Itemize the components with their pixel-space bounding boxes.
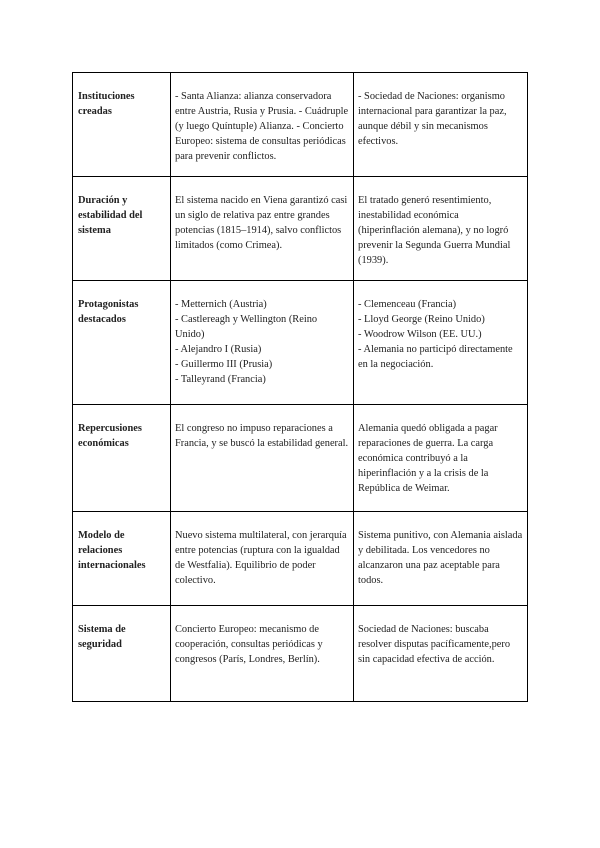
cell-congreso-viena: El sistema nacido en Viena garantizó casi un siglo de relativa paz entre grandes potencias (1815–1914), salvo conflictos limitados (como Crimea). xyxy=(171,177,354,281)
cell-tratado-versalles: Alemania quedó obligada a pagar reparaciones de guerra. La carga económica contribuyó a la hiperinflación y a la crisis de la República de Weimar. xyxy=(354,405,528,512)
cell-tratado-versalles: El tratado generó resentimiento, inestabilidad económica (hiperinflación alemana), y no logró prevenir la Segunda Guerra Mundial (1939). xyxy=(354,177,528,281)
table-row xyxy=(73,405,528,512)
cell-tratado-versalles: - Clemenceau (Francia) - Lloyd George (Reino Unido) - Woodrow Wilson (EE. UU.) - Alemania no participó directamente en la negociación. xyxy=(354,281,528,405)
row-heading: Repercusiones económicas xyxy=(73,405,171,512)
cell-congreso-viena: Concierto Europeo: mecanismo de cooperación, consultas periódicas y congresos (París, Londres, Berlín). xyxy=(171,606,354,702)
table-row xyxy=(73,73,528,177)
cell-congreso-viena: - Metternich (Austria) - Castlereagh y Wellington (Reino Unido) - Alejandro I (Rusia) - Guillermo III (Prusia) - Talleyrand (Francia) xyxy=(171,281,354,405)
cell-tratado-versalles: Sociedad de Naciones: buscaba resolver disputas pacíficamente,pero sin capacidad efectiva de acción. xyxy=(354,606,528,702)
comparison-table xyxy=(72,72,528,702)
row-heading: Sistema de seguridad xyxy=(73,606,171,702)
row-heading: Duración y estabilidad del sistema xyxy=(73,177,171,281)
cell-congreso-viena: Nuevo sistema multilateral, con jerarquía entre potencias (ruptura con la igualdad de Westfalia). Equilibrio de poder colectivo. xyxy=(171,512,354,606)
cell-congreso-viena: - Santa Alianza: alianza conservadora entre Austria, Rusia y Prusia. - Cuádruple (y luego Quíntuple) Alianza. - Concierto Europeo: sistema de consultas periódicas para prevenir conflictos. xyxy=(171,73,354,177)
cell-tratado-versalles: Sistema punitivo, con Alemania aislada y debilitada. Los vencedores no alcanzaron una paz aceptable para todos. xyxy=(354,512,528,606)
table-row xyxy=(73,512,528,606)
cell-congreso-viena: El congreso no impuso reparaciones a Francia, y se buscó la estabilidad general. xyxy=(171,405,354,512)
row-heading: Instituciones creadas xyxy=(73,73,171,177)
row-heading: Protagonistas destacados xyxy=(73,281,171,405)
row-heading: Modelo de relaciones internacionales xyxy=(73,512,171,606)
cell-tratado-versalles: - Sociedad de Naciones: organismo internacional para garantizar la paz, aunque débil y sin mecanismos efectivos. xyxy=(354,73,528,177)
table-row xyxy=(73,177,528,281)
table-row xyxy=(73,281,528,405)
table-row xyxy=(73,606,528,702)
